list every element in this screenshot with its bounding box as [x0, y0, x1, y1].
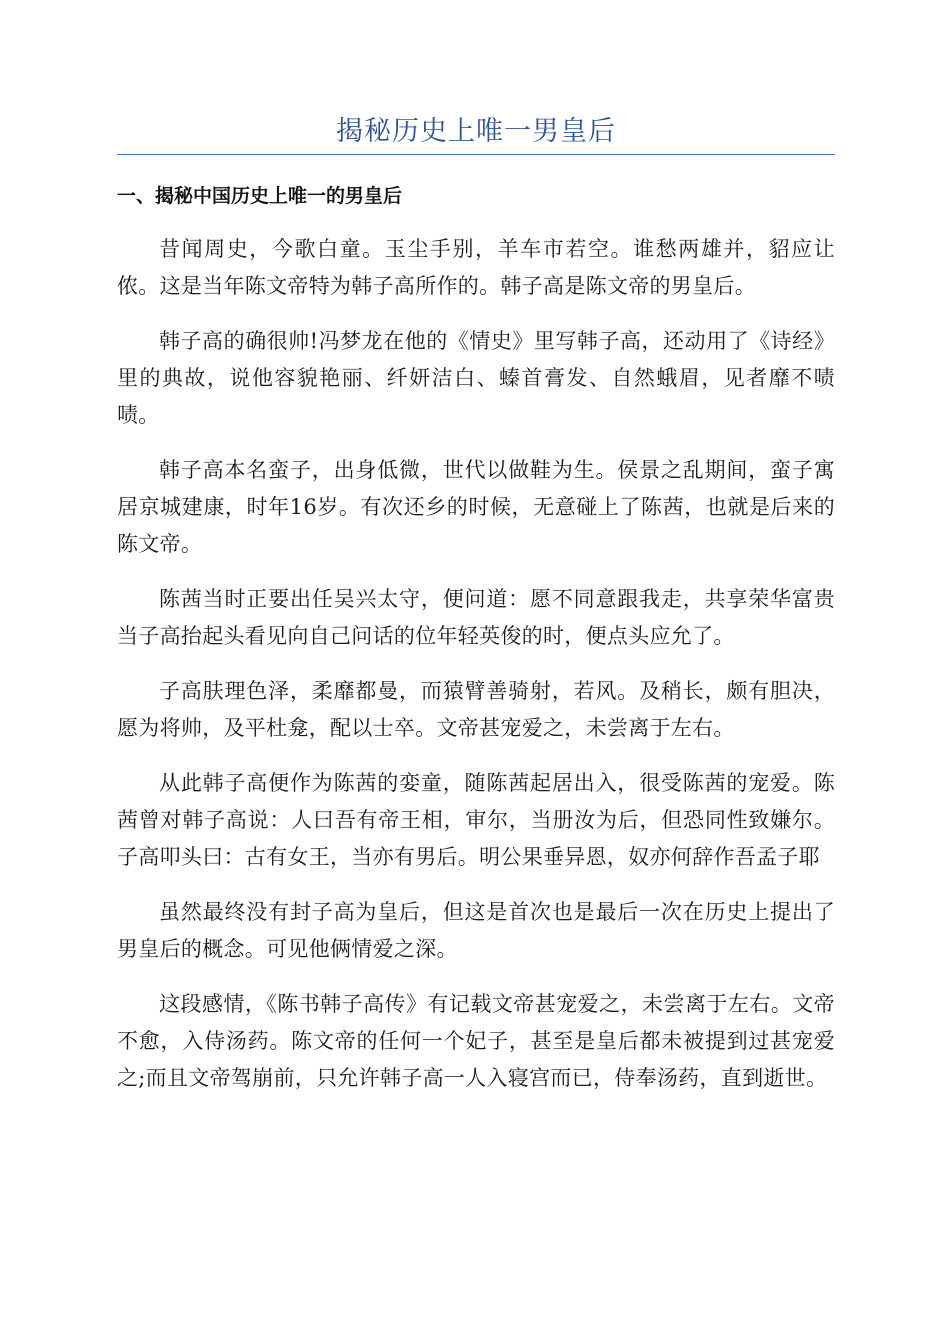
paragraph-1: 昔闻周史，今歌白童。玉尘手别，羊车市若空。谁愁两雄并，貂应让侬。这是当年陈文帝特为韩子高所作的。韩子高是陈文帝的男皇后。 [117, 237, 835, 298]
paragraph-8: 这段感情，《陈书韩子高传》有记载文帝甚宠爱之，未尝离于左右。文帝不愈，入侍汤药。陈文帝的任何一个妃子，甚至是皇后都未被提到过甚宠爱之;而且文帝驾崩前，只允许韩子高一人入寝宫而已，侍奉汤药，直到逝世。 [117, 992, 835, 1090]
paragraph-5: 子高肤理色泽，柔靡都曼，而猿臂善骑射，若风。及稍长，颇有胆决，愿为将帅，及平杜龛，配以士卒。文帝甚宠爱之，未尝离于左右。 [117, 679, 835, 740]
document-title: 揭秘历史上唯一男皇后 [336, 116, 616, 147]
paragraph-4: 陈茜当时正要出任吴兴太守，便问道：愿不同意跟我走，共享荣华富贵当子高抬起头看见向自己问话的位年轻英俊的时，便点头应允了。 [117, 587, 835, 648]
paragraph-7: 虽然最终没有封子高为皇后，但这是首次也是最后一次在历史上提出了男皇后的概念。可见他俩情爱之深。 [117, 900, 835, 961]
section-heading: 一、揭秘中国历史上唯一的男皇后 [117, 185, 403, 207]
title-underline [117, 154, 835, 155]
paragraph-3: 韩子高本名蛮子，出身低微，世代以做鞋为生。侯景之乱期间，蛮子寓居京城建康，时年16岁。有次还乡的时候，无意碰上了陈茜，也就是后来的陈文帝。 [117, 458, 835, 556]
paragraph-2: 韩子高的确很帅!冯梦龙在他的《情史》里写韩子高，还动用了《诗经》里的典故，说他容貌艳丽、纤妍洁白、螓首膏发、自然蛾眉，见者靡不啧啧。 [117, 329, 835, 427]
document-body [117, 231, 835, 1115]
paragraph-6: 从此韩子高便作为陈茜的娈童，随陈茜起居出入，很受陈茜的宠爱。陈茜曾对韩子高说：人曰吾有帝王相，审尔，当册汝为后，但恐同性致嫌尔。子高叩头曰：古有女王，当亦有男后。明公果垂异恩，奴亦何辞作吾孟子耶 [117, 771, 835, 869]
